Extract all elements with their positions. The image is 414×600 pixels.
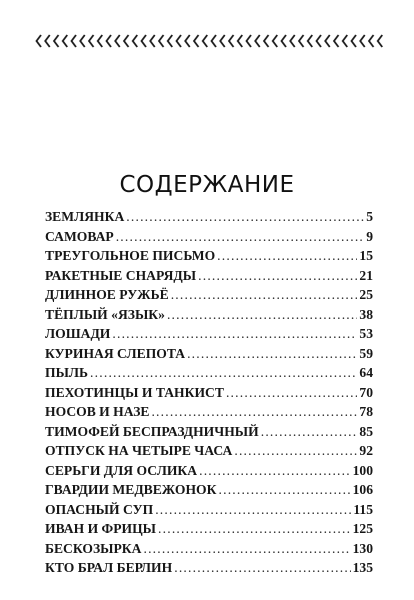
toc-dot-leader bbox=[187, 344, 357, 364]
toc-dot-leader bbox=[90, 363, 357, 383]
toc-dot-leader bbox=[126, 207, 364, 227]
toc-entry-page: 85 bbox=[359, 423, 373, 439]
toc-entry-page: 5 bbox=[366, 209, 373, 224]
toc-entry-title: ПЕХОТИНЦЫ И ТАНКИСТ bbox=[45, 384, 224, 400]
toc-entry-page: 38 bbox=[359, 306, 373, 322]
toc-dot-leader bbox=[155, 500, 351, 520]
toc-entry-page: 25 bbox=[359, 287, 373, 302]
toc-entry-title: ТИМОФЕЙ БЕСПРАЗДНИЧНЫЙ bbox=[45, 423, 259, 439]
toc-entry-title: ОТПУСК НА ЧЕТЫРЕ ЧАСА bbox=[45, 443, 233, 458]
toc-entry-page: 78 bbox=[359, 404, 373, 419]
toc-entry bbox=[45, 402, 373, 422]
toc-entry bbox=[45, 383, 373, 403]
toc-entry bbox=[45, 500, 373, 520]
toc-entry-title: САМОВАР bbox=[45, 228, 114, 244]
toc-dot-leader bbox=[151, 402, 357, 422]
toc-dot-leader bbox=[198, 266, 357, 286]
toc-entry-title: ЛОШАДИ bbox=[45, 326, 111, 341]
toc-entry-page: 64 bbox=[359, 365, 373, 380]
chevron-border-icon bbox=[34, 32, 384, 50]
toc-dot-leader bbox=[116, 227, 365, 247]
toc-entry-page: 92 bbox=[359, 443, 373, 458]
toc-entry-page: 9 bbox=[366, 228, 373, 244]
toc-dot-leader bbox=[199, 461, 351, 481]
toc-entry-title: ОПАСНЫЙ СУП bbox=[45, 501, 154, 517]
toc-entry bbox=[45, 363, 373, 383]
toc-entry-title: ДЛИННОЕ РУЖЬЁ bbox=[45, 287, 169, 302]
toc-entry bbox=[45, 207, 373, 227]
toc-entry-page: 15 bbox=[359, 248, 373, 263]
toc-entry bbox=[45, 441, 373, 461]
toc-dot-leader bbox=[143, 539, 350, 559]
table-of-contents bbox=[45, 207, 373, 578]
toc-entry bbox=[45, 227, 373, 247]
toc-dot-leader bbox=[171, 285, 358, 305]
toc-dot-leader bbox=[226, 383, 357, 403]
toc-entry bbox=[45, 324, 373, 344]
toc-entry-page: 100 bbox=[352, 462, 373, 478]
toc-entry bbox=[45, 519, 373, 539]
toc-dot-leader bbox=[261, 422, 358, 442]
toc-entry-title: НОСОВ И НАЗЕ bbox=[45, 404, 150, 419]
toc-dot-leader bbox=[219, 480, 351, 500]
toc-entry-page: 106 bbox=[352, 482, 373, 497]
toc-dot-leader bbox=[167, 305, 357, 325]
toc-entry-page: 70 bbox=[359, 384, 373, 400]
toc-entry bbox=[45, 305, 373, 325]
toc-entry-page: 53 bbox=[359, 326, 373, 341]
toc-entry-page: 21 bbox=[359, 267, 373, 283]
toc-dot-leader bbox=[174, 558, 350, 578]
decorative-chevron-border bbox=[34, 32, 384, 50]
toc-entry-title: СЕРЬГИ ДЛЯ ОСЛИКА bbox=[45, 462, 198, 478]
toc-entry bbox=[45, 266, 373, 286]
toc-dot-leader bbox=[234, 441, 357, 461]
toc-entry-page: 125 bbox=[352, 521, 373, 536]
toc-entry-title: ТРЕУГОЛЬНОЕ ПИСЬМО bbox=[45, 248, 216, 263]
toc-dot-leader bbox=[158, 519, 351, 539]
toc-entry-title: ТЁПЛЫЙ «ЯЗЫК» bbox=[45, 306, 165, 322]
toc-entry bbox=[45, 480, 373, 500]
toc-entry-title: ЗЕМЛЯНКА bbox=[45, 209, 125, 224]
toc-dot-leader bbox=[112, 324, 357, 344]
toc-dot-leader bbox=[217, 246, 357, 266]
toc-entry-title: ИВАН И ФРИЦЫ bbox=[45, 521, 157, 536]
toc-entry-title: РАКЕТНЫЕ СНАРЯДЫ bbox=[45, 267, 197, 283]
toc-entry bbox=[45, 246, 373, 266]
toc-entry-title: КУРИНАЯ СЛЕПОТА bbox=[45, 345, 186, 361]
toc-entry bbox=[45, 344, 373, 364]
toc-entry bbox=[45, 461, 373, 481]
toc-entry bbox=[45, 558, 373, 578]
toc-entry bbox=[45, 539, 373, 559]
toc-entry-title: ПЫЛЬ bbox=[45, 365, 89, 380]
toc-entry-title: КТО БРАЛ БЕРЛИН bbox=[45, 560, 173, 575]
toc-entry-title: ГВАРДИИ МЕДВЕЖОНОК bbox=[45, 482, 217, 497]
toc-entry-title: БЕСКОЗЫРКА bbox=[45, 540, 142, 556]
toc-entry-page: 130 bbox=[352, 540, 373, 556]
toc-entry-page: 59 bbox=[359, 345, 373, 361]
toc-entry bbox=[45, 422, 373, 442]
toc-entry bbox=[45, 285, 373, 305]
toc-entry-page: 115 bbox=[353, 501, 373, 517]
toc-entry-page: 135 bbox=[352, 560, 373, 575]
page-title: СОДЕРЖАНИЕ bbox=[119, 172, 295, 198]
